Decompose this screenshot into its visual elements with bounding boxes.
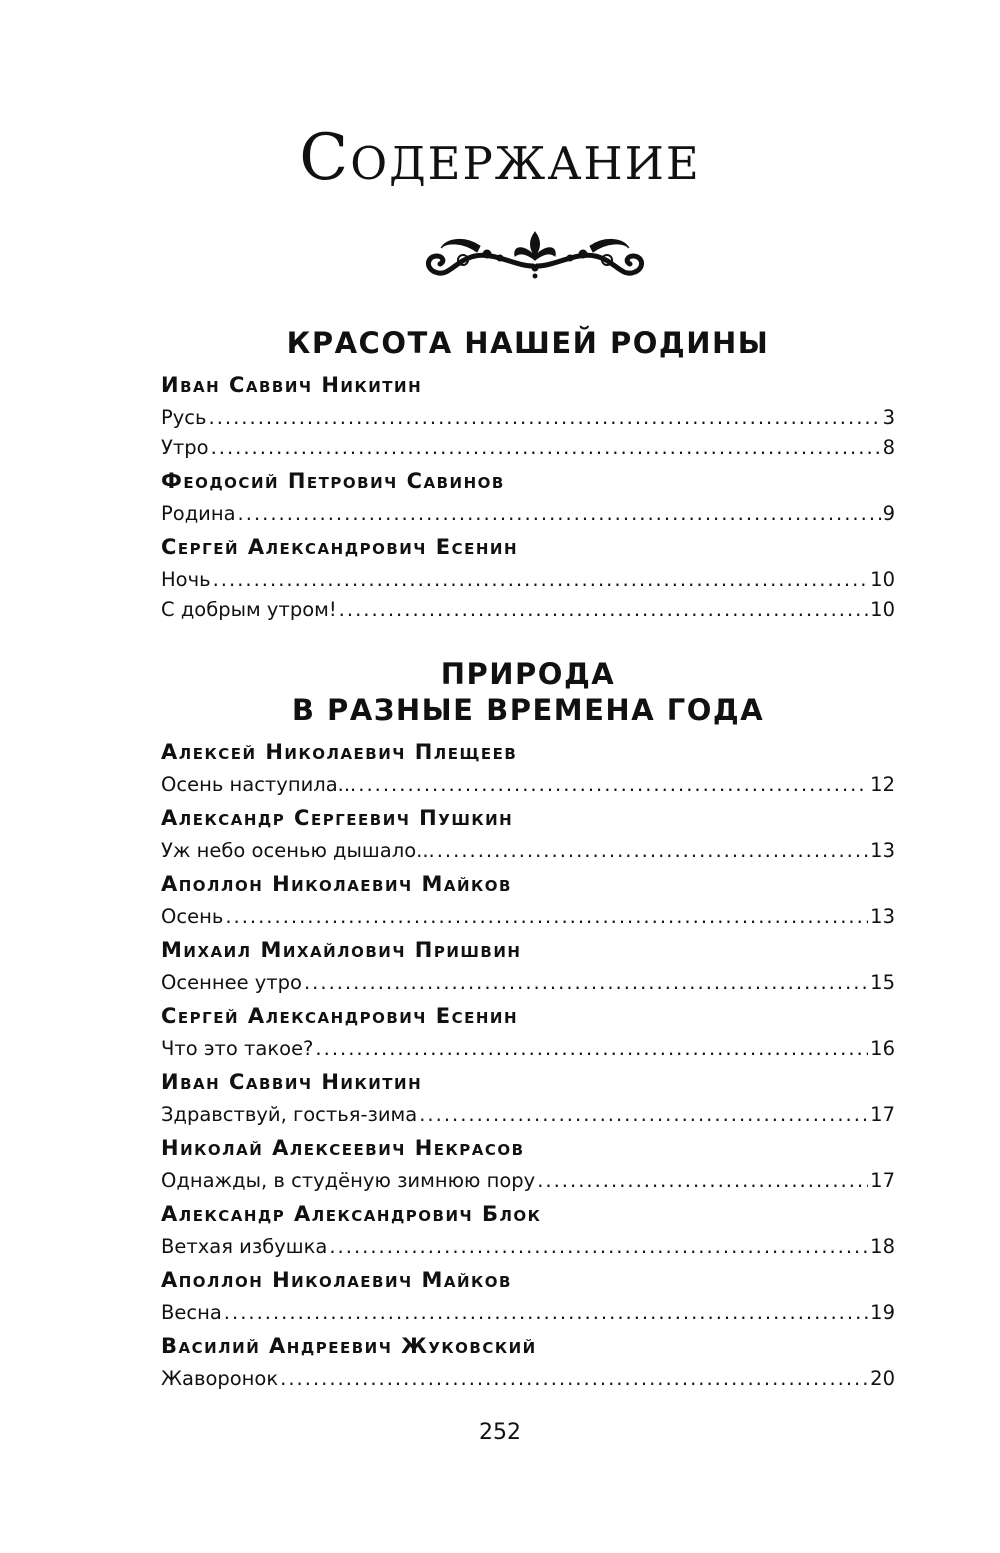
table-of-contents (161, 325, 895, 1394)
author-name: Алексей Николаевич Плещеев (161, 740, 518, 764)
entry-title: Осеннее утро (161, 971, 302, 994)
author-name: Михаил Михайлович Пришвин (161, 938, 522, 962)
entry-title: Здравствуй, гостья-зима (161, 1103, 418, 1126)
toc-section (161, 325, 895, 625)
entry-page-number: 18 (870, 1235, 895, 1258)
decorative-ornament-icon (425, 226, 645, 286)
author-group (161, 1196, 895, 1262)
dot-leader (224, 1298, 868, 1328)
dot-leader (329, 1232, 868, 1262)
author-name: Сергей Александрович Есенин (161, 1004, 518, 1028)
author-group (161, 529, 895, 625)
toc-entry[interactable] (161, 499, 895, 529)
entry-page-number: 15 (870, 971, 895, 994)
toc-entry[interactable] (161, 403, 895, 433)
entry-page-number: 9 (882, 502, 895, 525)
entry-page-number: 10 (870, 598, 895, 621)
toc-entry[interactable] (161, 902, 895, 932)
author-name: Иван Саввич Никитин (161, 373, 423, 397)
toc-entry[interactable] (161, 1100, 895, 1130)
dot-leader (238, 499, 881, 529)
toc-entry[interactable] (161, 595, 895, 625)
dot-leader (537, 1166, 868, 1196)
entry-title: Родина (161, 502, 236, 525)
dot-leader (339, 595, 869, 625)
entry-page-number: 3 (882, 406, 895, 429)
author-name: Александр Сергеевич Пушкин (161, 806, 514, 830)
toc-section (161, 656, 895, 1394)
dot-leader (315, 1034, 868, 1064)
dot-leader (209, 403, 881, 433)
page-title: Содержание (299, 121, 701, 195)
dot-leader (213, 565, 869, 595)
toc-entry[interactable] (161, 836, 895, 866)
author-name: Феодосий Петрович Савинов (161, 469, 505, 493)
entry-title: С добрым утром! (161, 598, 337, 621)
dot-leader (437, 836, 868, 866)
section-title: ПРИРОДА В РАЗНЫЕ ВРЕМЕНА ГОДА (291, 657, 765, 727)
entry-page-number: 10 (870, 568, 895, 591)
entry-title: Русь (161, 406, 207, 429)
author-group (161, 800, 895, 866)
toc-entry[interactable] (161, 565, 895, 595)
author-group (161, 1262, 895, 1328)
author-name: Александр Александрович Блок (161, 1202, 542, 1226)
toc-entry[interactable] (161, 1298, 895, 1328)
page-number: 252 (479, 1420, 521, 1445)
entry-title: Ночь (161, 568, 211, 591)
toc-entry[interactable] (161, 770, 895, 800)
entry-page-number: 8 (882, 436, 895, 459)
author-name: Сергей Александрович Есенин (161, 535, 518, 559)
entry-page-number: 16 (870, 1037, 895, 1060)
entry-page-number: 13 (870, 839, 895, 862)
entry-title: Жаворонок (161, 1367, 279, 1390)
entry-title: Утро (161, 436, 209, 459)
entry-page-number: 19 (870, 1301, 895, 1324)
author-group (161, 998, 895, 1064)
author-name: Василий Андреевич Жуковский (161, 1334, 537, 1358)
author-name: Николай Алексеевич Некрасов (161, 1136, 525, 1160)
author-name: Аполлон Николаевич Майков (161, 1268, 512, 1292)
toc-entry[interactable] (161, 1034, 895, 1064)
toc-entry[interactable] (161, 1232, 895, 1262)
author-group (161, 367, 895, 463)
entry-page-number: 20 (870, 1367, 895, 1390)
dot-leader (419, 1100, 868, 1130)
author-name: Иван Саввич Никитин (161, 1070, 423, 1094)
entry-title: Однажды, в студёную зимнюю пору (161, 1169, 536, 1192)
dot-leader (358, 770, 868, 800)
author-group (161, 1328, 895, 1394)
entry-title: Ветхая избушка (161, 1235, 328, 1258)
entry-title: Весна (161, 1301, 222, 1324)
toc-entry[interactable] (161, 1166, 895, 1196)
toc-entry[interactable] (161, 1364, 895, 1394)
section-title: КРАСОТА НАШЕЙ РОДИНЫ (286, 326, 770, 360)
toc-entry[interactable] (161, 968, 895, 998)
author-name: Аполлон Николаевич Майков (161, 872, 512, 896)
entry-page-number: 17 (870, 1103, 895, 1126)
author-group (161, 1064, 895, 1130)
entry-title: Осень наступила... (161, 773, 357, 796)
author-group (161, 1130, 895, 1196)
entry-title: Что это такое? (161, 1037, 314, 1060)
entry-page-number: 17 (870, 1169, 895, 1192)
dot-leader (225, 902, 868, 932)
entry-page-number: 12 (870, 773, 895, 796)
author-group (161, 932, 895, 998)
toc-entry[interactable] (161, 433, 895, 463)
dot-leader (304, 968, 868, 998)
author-group (161, 866, 895, 932)
entry-page-number: 13 (870, 905, 895, 928)
entry-title: Осень (161, 905, 224, 928)
entry-title: Уж небо осенью дышало... (161, 839, 435, 862)
author-group (161, 734, 895, 800)
dot-leader (211, 433, 881, 463)
dot-leader (280, 1364, 868, 1394)
author-group (161, 463, 895, 529)
